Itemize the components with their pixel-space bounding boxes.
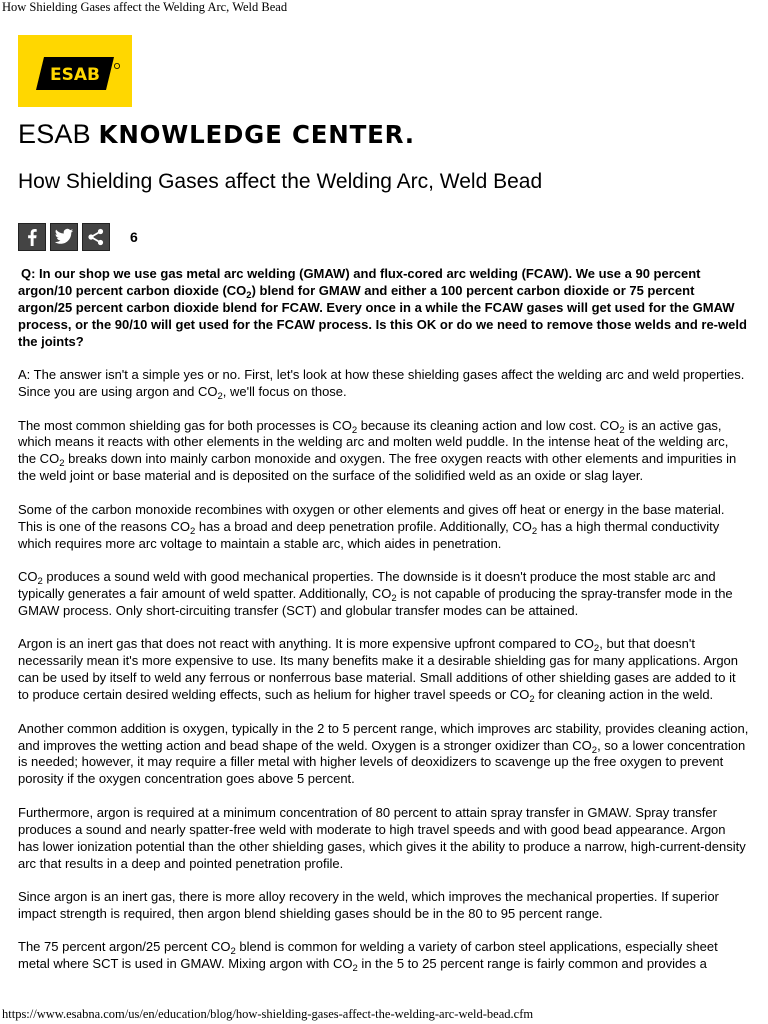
paragraph-text: is not capable of producing the spray-transfer mode in the GMAW process. Only short-circuiting transfer (SCT) and globular transfer modes can be attained.	[18, 585, 733, 618]
body-paragraph	[18, 569, 750, 620]
paragraph-text: produces a sound weld with good mechanical properties. The downside is it doesn't produce the most stable arc and typically generates a fair amount of weld spatter. Additionally, CO	[18, 569, 716, 601]
page-footer-url: https://www.esabna.com/us/en/education/blog/how-shielding-gases-affect-the-welding-arc-weld-bead.cfm	[2, 1007, 534, 1021]
knowledge-center-heading	[18, 119, 415, 150]
twitter-icon	[54, 228, 74, 246]
paragraph-text: Another common addition is oxygen, typically in the 2 to 5 percent range, which improves arc stability, provides cleaning action, and improves the wetting action and bead shape of the weld. Oxygen is a stronger oxidizer than CO	[18, 720, 749, 753]
paragraph-text: blend is common for welding a variety of carbon steel applications, especially sheet metal where SCT is used in GMAW. Mixing argon with CO	[18, 939, 718, 972]
body-paragraph	[18, 939, 750, 973]
article-body	[18, 266, 750, 990]
paragraph-text: Q: In our shop we use gas metal arc welding (GMAW) and flux-cored arc welding (FCAW). We use a 90 percent argon/10 percent carbon dioxide (CO	[18, 266, 701, 298]
paragraph-text: ) blend for GMAW and either a 100 percent carbon dioxide or 75 percent argon/25 percent carbon dioxide blend for FCAW. Every once in a while the FCAW gases will get used for the GMAW process, or the 90/10 will get used for the FCAW process. Is this OK or do we need to remove those welds and re-weld the joints?	[18, 282, 747, 349]
paragraph-text: , but that doesn't necessarily mean it's more expensive to use. Its many benefits make it a desirable shielding gas for many applications. Argon can be used by itself to weld any ferrous or nonferrous base material. Small additions of other shielding gases are added to it to produce certain desired welding effects, such as helium for higher travel speeds or CO	[18, 636, 739, 703]
subscript-text: 2	[591, 744, 598, 756]
paragraph-text: has a broad and deep penetration profile. Additionally, CO	[195, 518, 532, 534]
body-paragraph	[18, 367, 750, 401]
page-header-title: How Shielding Gases affect the Welding Arc, Weld Bead	[2, 0, 288, 14]
subscript-text: 2	[59, 458, 65, 470]
subscript-text: 2	[529, 694, 535, 706]
twitter-share-button[interactable]	[50, 223, 78, 251]
esab-logo-mark	[18, 35, 132, 107]
subscript-text: 2	[352, 963, 358, 975]
brand-bold: KNOWLEDGE CENTER.	[98, 120, 415, 149]
paragraph-text: is an active gas, which means it reacts with other elements in the welding arc and molten weld puddle. In the intense heat of the welding arc, the CO	[18, 417, 729, 467]
share-count: 6	[130, 229, 138, 245]
facebook-share-button[interactable]	[18, 223, 46, 251]
subscript-text: 2	[593, 643, 600, 655]
subscript-text: 2	[37, 576, 43, 588]
subscript-text: 2	[230, 946, 236, 958]
paragraph-text: has a high thermal conductivity which requires more arc voltage to maintain a stable arc, which aides in penetration.	[18, 518, 720, 551]
paragraph-text: The most common shielding gas for both processes is CO	[18, 417, 352, 433]
paragraph-text: , we'll focus on those.	[222, 384, 347, 400]
paragraph-text: Argon is an inert gas that does not react with anything. It is more expensive upfront compared to CO	[18, 636, 594, 652]
brand-prefix: ESAB	[18, 119, 99, 149]
subscript-text: 2	[246, 289, 252, 301]
body-paragraph	[18, 636, 750, 704]
article-title: How Shielding Gases affect the Welding Arc, Weld Bead	[18, 170, 543, 193]
paragraph-text: because its cleaning action and low cost. CO	[357, 417, 620, 433]
social-share-bar	[18, 223, 138, 251]
facebook-icon	[24, 228, 40, 246]
svg-text:ESAB: ESAB	[50, 65, 100, 85]
paragraph-text: Some of the carbon monoxide recombines with oxygen or other elements and gives off heat or energy in the base material. This is one of the reasons CO	[18, 501, 725, 534]
paragraph-text: CO	[18, 569, 38, 585]
share-icon	[87, 228, 105, 246]
body-paragraph	[18, 502, 750, 553]
subscript-text: 2	[351, 424, 358, 436]
body-paragraph	[18, 889, 750, 923]
paragraph-text: , so a lower concentration is needed; however, it may require a filler metal with higher levels of deoxidizers to scavenge up the free oxygen to prevent porosity if the oxygen concentration goes above 5 percent.	[18, 737, 746, 787]
paragraph-text: for cleaning action in the weld.	[534, 687, 714, 703]
subscript-text: 2	[189, 525, 196, 537]
subscript-text: 2	[619, 424, 625, 436]
body-paragraph	[18, 721, 750, 789]
esab-logo[interactable]	[18, 35, 132, 107]
subscript-text: 2	[391, 592, 397, 604]
paragraph-text: Furthermore, argon is required at a minimum concentration of 80 percent to attain spray transfer in GMAW. Spray transfer produces a sound and nearly spatter-free weld with moderate to high travel speeds and with good bead appearance. Argon has lower ionization potential than the other shielding gases, which gives it the ability to produce a narrow, high-current-density arc that results in a deep and pointed penetration profile.	[18, 804, 746, 871]
subscript-text: 2	[217, 391, 223, 403]
subscript-text: 2	[531, 525, 538, 537]
body-paragraph	[18, 805, 750, 873]
paragraph-text: The 75 percent argon/25 percent CO	[18, 939, 231, 955]
body-paragraph	[18, 418, 750, 486]
paragraph-text: Since argon is an inert gas, there is more alloy recovery in the weld, which improves the mechanical properties. If superior impact strength is required, then argon blend shielding gases should be in the 80 to 95 percent range.	[18, 889, 719, 921]
paragraph-text: in the 5 to 25 percent range is fairly common and provides a	[357, 956, 707, 972]
question-paragraph	[18, 266, 750, 351]
paragraph-text: A: The answer isn't a simple yes or no. First, let's look at how these shielding gases affect the welding arc and weld properties. Since you are using argon and CO	[18, 367, 745, 400]
paragraph-text: breaks down into mainly carbon monoxide and oxygen. The free oxygen reacts with other elements and impurities in the weld joint or base material and is deposited on the surface of the solidified weld as an oxide or slag layer.	[18, 451, 737, 484]
share-button[interactable]	[82, 223, 110, 251]
